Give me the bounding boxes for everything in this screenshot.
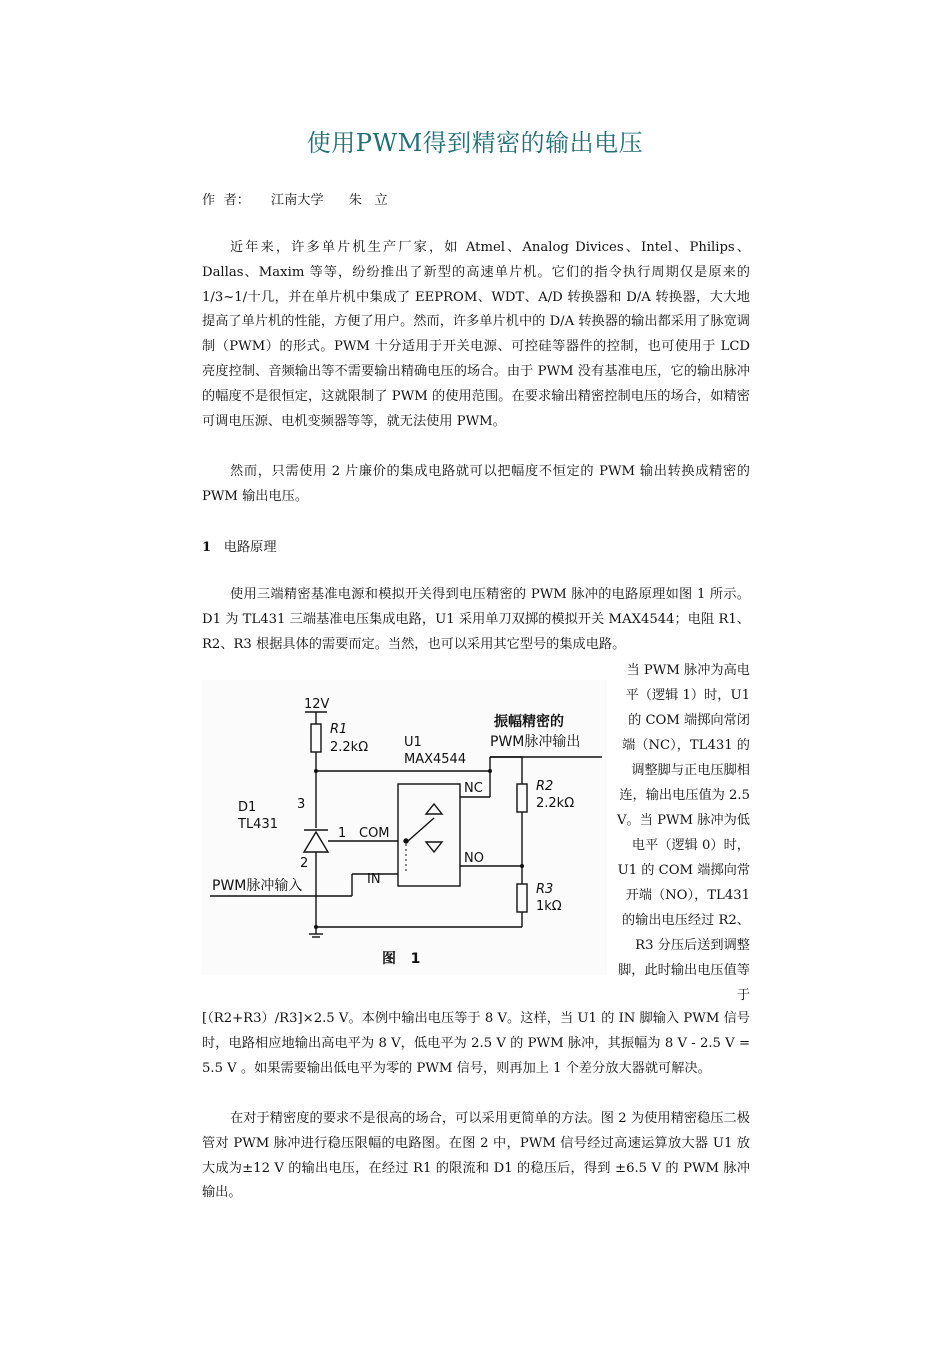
r1-name: R1 bbox=[330, 722, 348, 737]
figure-caption: 图 1 bbox=[382, 951, 421, 967]
intro-paragraph: 近年来，许多单片机生产厂家，如 Atmel、Analog Divices、Intel、Philips、Dallas、Maxim 等等，纷纷推出了新型的高速单片机。它们的指令执行周期仅是原来的 1/3~1/十几，并在单片机中集成了 EEPROM、WDT、A/D 转换器和 D/A 转换器，大大地提高了单片机的性能，方便了用户。然而，许多单片机中的 D/A 转换器的输出都采用了脉宽调制（PWM）的形式。PWM 十分适用于开关电源、可控硅等器件的控制，也可使用于 LCD 亮度控制、音频输出等不需要输出精确电压的场合。由于 PWM 没有基准电压，它的输出脉冲的幅度不是很恒定，这就限制了 PWM 的使用范围。在要求输出精密控制电压的场合，如精密可调电压源、电机变频器等等，就无法使用 PWM。 bbox=[202, 240, 750, 429]
r3-value: 1kΩ bbox=[536, 899, 562, 914]
second-paragraph: 然而，只需使用 2 片廉价的集成电路就可以把幅度不恒定的 PWM 输出转换成精密的 PWM 输出电压。 bbox=[202, 464, 750, 504]
input-label: PWM脉冲输入 bbox=[212, 878, 303, 894]
pin1-label: 1 bbox=[338, 826, 347, 841]
section-number: 1 bbox=[202, 540, 212, 555]
author-line: 作 者： 江南大学 朱 立 bbox=[202, 193, 388, 208]
pin3-label: 3 bbox=[297, 797, 306, 812]
u1-name: U1 bbox=[404, 735, 422, 750]
r2-value: 2.2kΩ bbox=[536, 796, 575, 811]
nc-label: NC bbox=[464, 781, 483, 796]
d1-name: D1 bbox=[238, 800, 257, 815]
no-label: NO bbox=[464, 851, 484, 866]
final-paragraph: 在对于精密度的要求不是很高的场合，可以采用更简单的方法。图 2 为使用精密稳压二极管对 PWM 脉冲进行稳压限幅的电路图。在图 2 中，PWM 信号经过高速运算放大器 U1 放大成为±12 V 的输出电压，在经过 R1 的限流和 D1 的稳压后，得到 ±6.5 V 的 PWM 脉冲输出。 bbox=[202, 1111, 750, 1201]
com-label: COM bbox=[359, 826, 390, 841]
after-figure-paragraph: [（R2+R3）/R3]×2.5 V。本例中输出电压等于 8 V。这样，当 U1 的 IN 脚输入 PWM 信号时，电路相应地输出高电平为 8 V，低电平为 2.5 V 的 PWM 脉冲，其振幅为 8 V - 2.5 V = 5.5 V 。如果需要输出低电平为零的 PWM 信号，则再加上 1 个差分放大器就可解决。 bbox=[202, 1011, 750, 1076]
side-column-text: 当 PWM 脉冲为高电平（逻辑 1）时，U1 的 COM 端掷向常闭端（NC），TL431 的调整脚与正电压脚相连，输出电压值为 2.5 V。当 PWM 脉冲为低电平（逻辑 0）时，U1 的 COM 端掷向常开端（NO），TL431 的输出电压经过 R2、R3 分压后送到调整脚，此时输出电压值等于 bbox=[617, 663, 750, 1003]
figure-1-circuit bbox=[202, 680, 607, 975]
circuit-paragraph: 使用三端精密基准电源和模拟开关得到电压精密的 PWM 脉冲的电路原理如图 1 所示。D1 为 TL431 三端基准电压集成电路，U1 采用单刀双掷的模拟开关 MAX4544；电阻 R1、R2、R3 根据具体的需要而定。当然，也可以采用其它型号的集成电路。 bbox=[202, 587, 750, 652]
article-title: 使用PWM得到精密的输出电压 bbox=[306, 129, 644, 157]
supply-label: 12V bbox=[304, 697, 330, 712]
pin2-label: 2 bbox=[300, 856, 309, 871]
d1-part: TL431 bbox=[238, 817, 278, 832]
u1-part: MAX4544 bbox=[404, 752, 467, 767]
section-heading bbox=[202, 536, 277, 555]
in-label: IN bbox=[367, 872, 381, 887]
r3-name: R3 bbox=[536, 882, 554, 897]
section-title: 电路原理 bbox=[223, 540, 277, 555]
r2-name: R2 bbox=[536, 779, 554, 794]
r1-value: 2.2kΩ bbox=[330, 740, 369, 755]
output-label-line1: 振幅精密的 bbox=[494, 714, 564, 730]
output-label-line2: PWM脉冲输出 bbox=[490, 734, 581, 750]
circuit-diagram bbox=[202, 680, 607, 975]
